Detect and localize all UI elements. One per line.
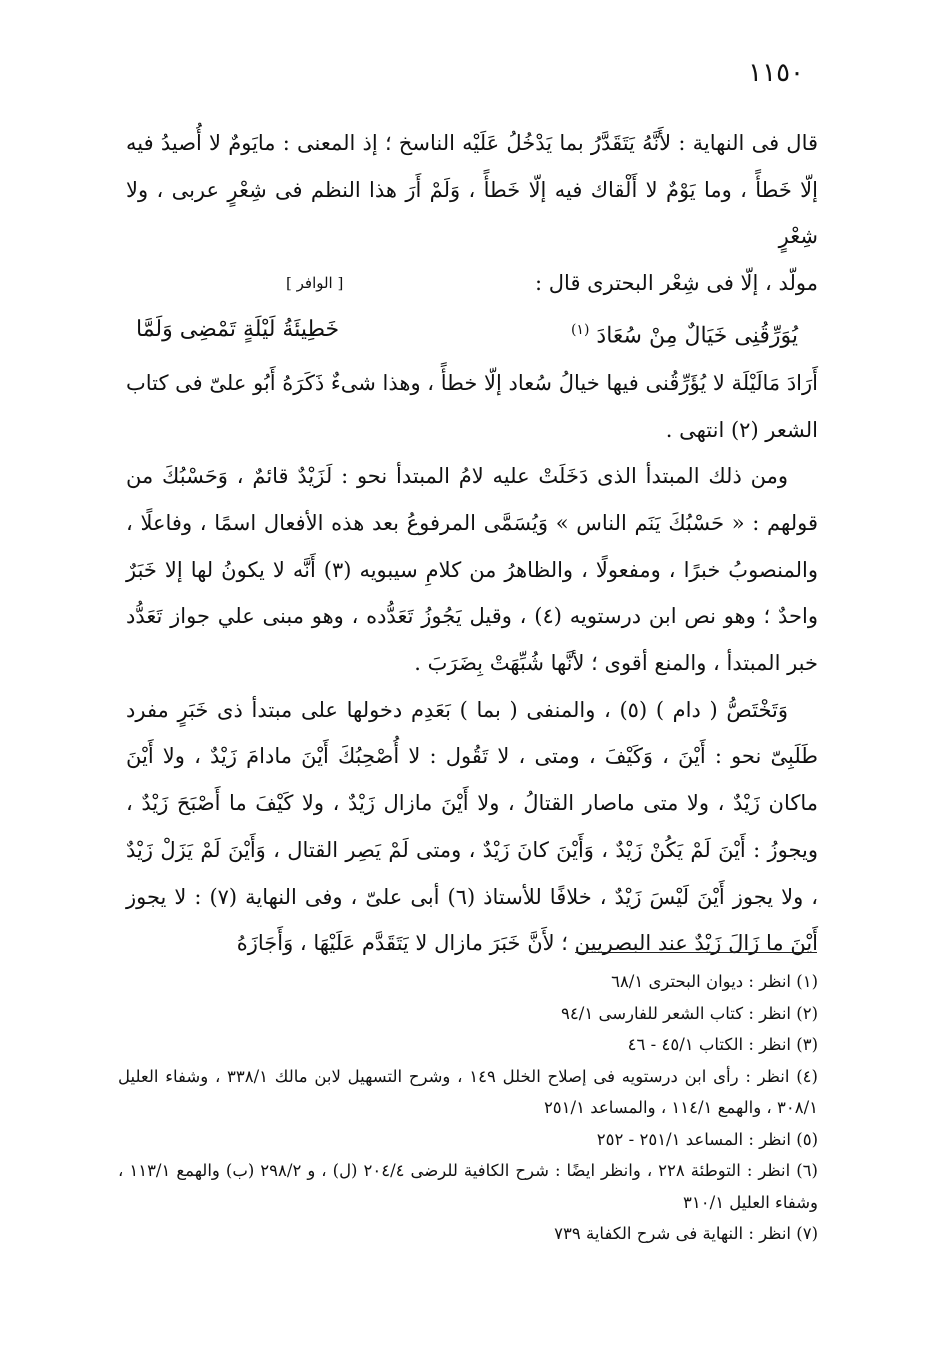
footnote-4: (٤) انظر : رأى ابن درستويه فى إصلاح الخلل ١٤٩ ، وشرح التسهيل لابن مالك ٣٣٨/١ ، وشفاء العليل ٣٠٨/١ ، والهمع ١١٤/١ ، والمساعد ٢٥١/١ <box>118 1066 818 1117</box>
verse-first-text: يُوَرِّقُنِى خَيَالٌ مِنْ سُعَادَ <box>596 323 798 349</box>
footnotes <box>118 966 818 1250</box>
page-number: ١١٥٠ <box>748 58 804 88</box>
footnote-7: (٧) انظر : النهاية فى شرح الكفاية ٧٣٩ <box>554 1224 818 1243</box>
footnote-6: (٦) انظر : التوطئة ٢٢٨ ، وانظر ايضًا : شرح الكافية للرضى ٢٠٤/٤ (ل) ، و ٢٩٨/٢ (ب) والهمع ١١٣/١ ، وشفاء العليل ٣١٠/١ <box>118 1161 818 1212</box>
verse-second-hemistich: خَطِيئَةُ لَيْلَةٍ تَمْضِى وَلَمَّا <box>136 316 340 342</box>
verse-intro-line <box>126 260 818 307</box>
paragraph-2: أَرَادَ مَالَيْلَة لا يُؤَرِّقُنى فيها خيالُ سُعاد إلّا خطأً ، وهذا شىءٌ ذَكَرَهُ أَبُو علىّ فى كتاب الشعر (٢) انتهى . <box>126 370 818 442</box>
footnote-3: (٣) انظر : الكتاب ٤٥/١ - ٤٦ <box>627 1035 818 1054</box>
paragraph-4: وَتَخْتَصُّ ( دام ) (٥) ، والمنفى ( بما ) بَعَدِم دخولها على مبتدأ ذى خَبَرٍ مفرد طَلَبِىّ نحو : أَيْنَ ، وَكَيْفَ ، ومتى ، لا تَقُول : لا أُصْحِبُكَ أَيْنَ مادامَ زَيْدٌ ، ولا أَيْنَ ماكان زَيْدٌ ، ولا متى ماصار القتالُ ، ولا أَيْنَ مازال زَيْدٌ ، ولا كَيْفَ ما أَصْبَحَ زَيْدٌ ، ويجوزُ : أَيْنَ لَمْ يَكُنْ زَيْدٌ ، وَأَيْنَ كانَ زَيْدٌ ، ومتى لَمْ يَصِر القتال ، وَأَيْنَ لَمْ يَزَلْ زَيْدٌ ، ولا يجوز أَيْنَ لَيْسَ زَيْدٌ ، خلافًا للأستاذ (٦) أبى علىّ ، وفى النهاية (٧) : لا يجوز أَيْنَ ما زَالَ زَيْدٌ عند البصريين ؛ لأَنَّ خَبَرَ مازال لا يَتَقَدَّم عَلَيْهَا ، وَأَجَازَهُ <box>126 697 818 956</box>
poetry-verse <box>126 307 818 360</box>
footnote-1: (١) انظر : ديوان البحترى ٦٨/١ <box>611 972 818 991</box>
footnote-divider <box>575 952 817 953</box>
meter-label: [ الوافر ] <box>286 274 344 293</box>
footnote-ref: (١) <box>570 321 590 338</box>
paragraph-3: ومن ذلك المبتدأ الذى دَخَلَتْ عليه لامُ المبتدأ نحو : لَزَيْدٌ قائمٌ ، وَحَسْبُكَ من قولهم : « حَسْبُكَ يَنَم الناس » وَيُسَمَّى المرفوعُ بعد هذه الأفعال اسمًا ، وفاعلًا ، والمنصوبُ خبرًا ، ومفعولًا ، والظاهرُ من كلامِ سيبويه (٣) أَنَّه لا يكونُ لها إلا خَبَرٌ واحدٌ ؛ وهو نص ابن درستويه (٤) ، وقيل يَجُوزُ تَعَدُّده ، وهو مبنى علي جواز تَعَدُّد خبر المبتدأ ، والمنع أقوى ؛ لأنَّها شُبِّهَتْ بِضَرَبَ . <box>126 464 819 676</box>
footnote-2: (٢) انظر : كتاب الشعر للفارسى ٩٤/١ <box>561 1003 818 1023</box>
main-text <box>126 120 818 967</box>
verse-first-hemistich <box>571 307 798 360</box>
verse-intro-text: مولّد ، إلّا فى شِعْر البحترى قال : <box>535 271 818 296</box>
paragraph-1: قال فى النهاية : لأَنَّهُ يَتَقَدَّرُ بما يَدْخُلُ عَلَيْه الناسخ ؛ إذ المعنى : مايَومٌ لا أُصيدُ فيه إلّا خَطأً ، وما يَوْمٌ لا أَلْقاك فيه إلّا خَطأً ، وَلَمْ أَرَ هذا النظم فى شِعْرٍ عربى ، ولا شِعْرٍ <box>126 131 818 249</box>
footnote-5: (٥) انظر : المساعد ٢٥١/١ - ٢٥٢ <box>596 1129 818 1149</box>
